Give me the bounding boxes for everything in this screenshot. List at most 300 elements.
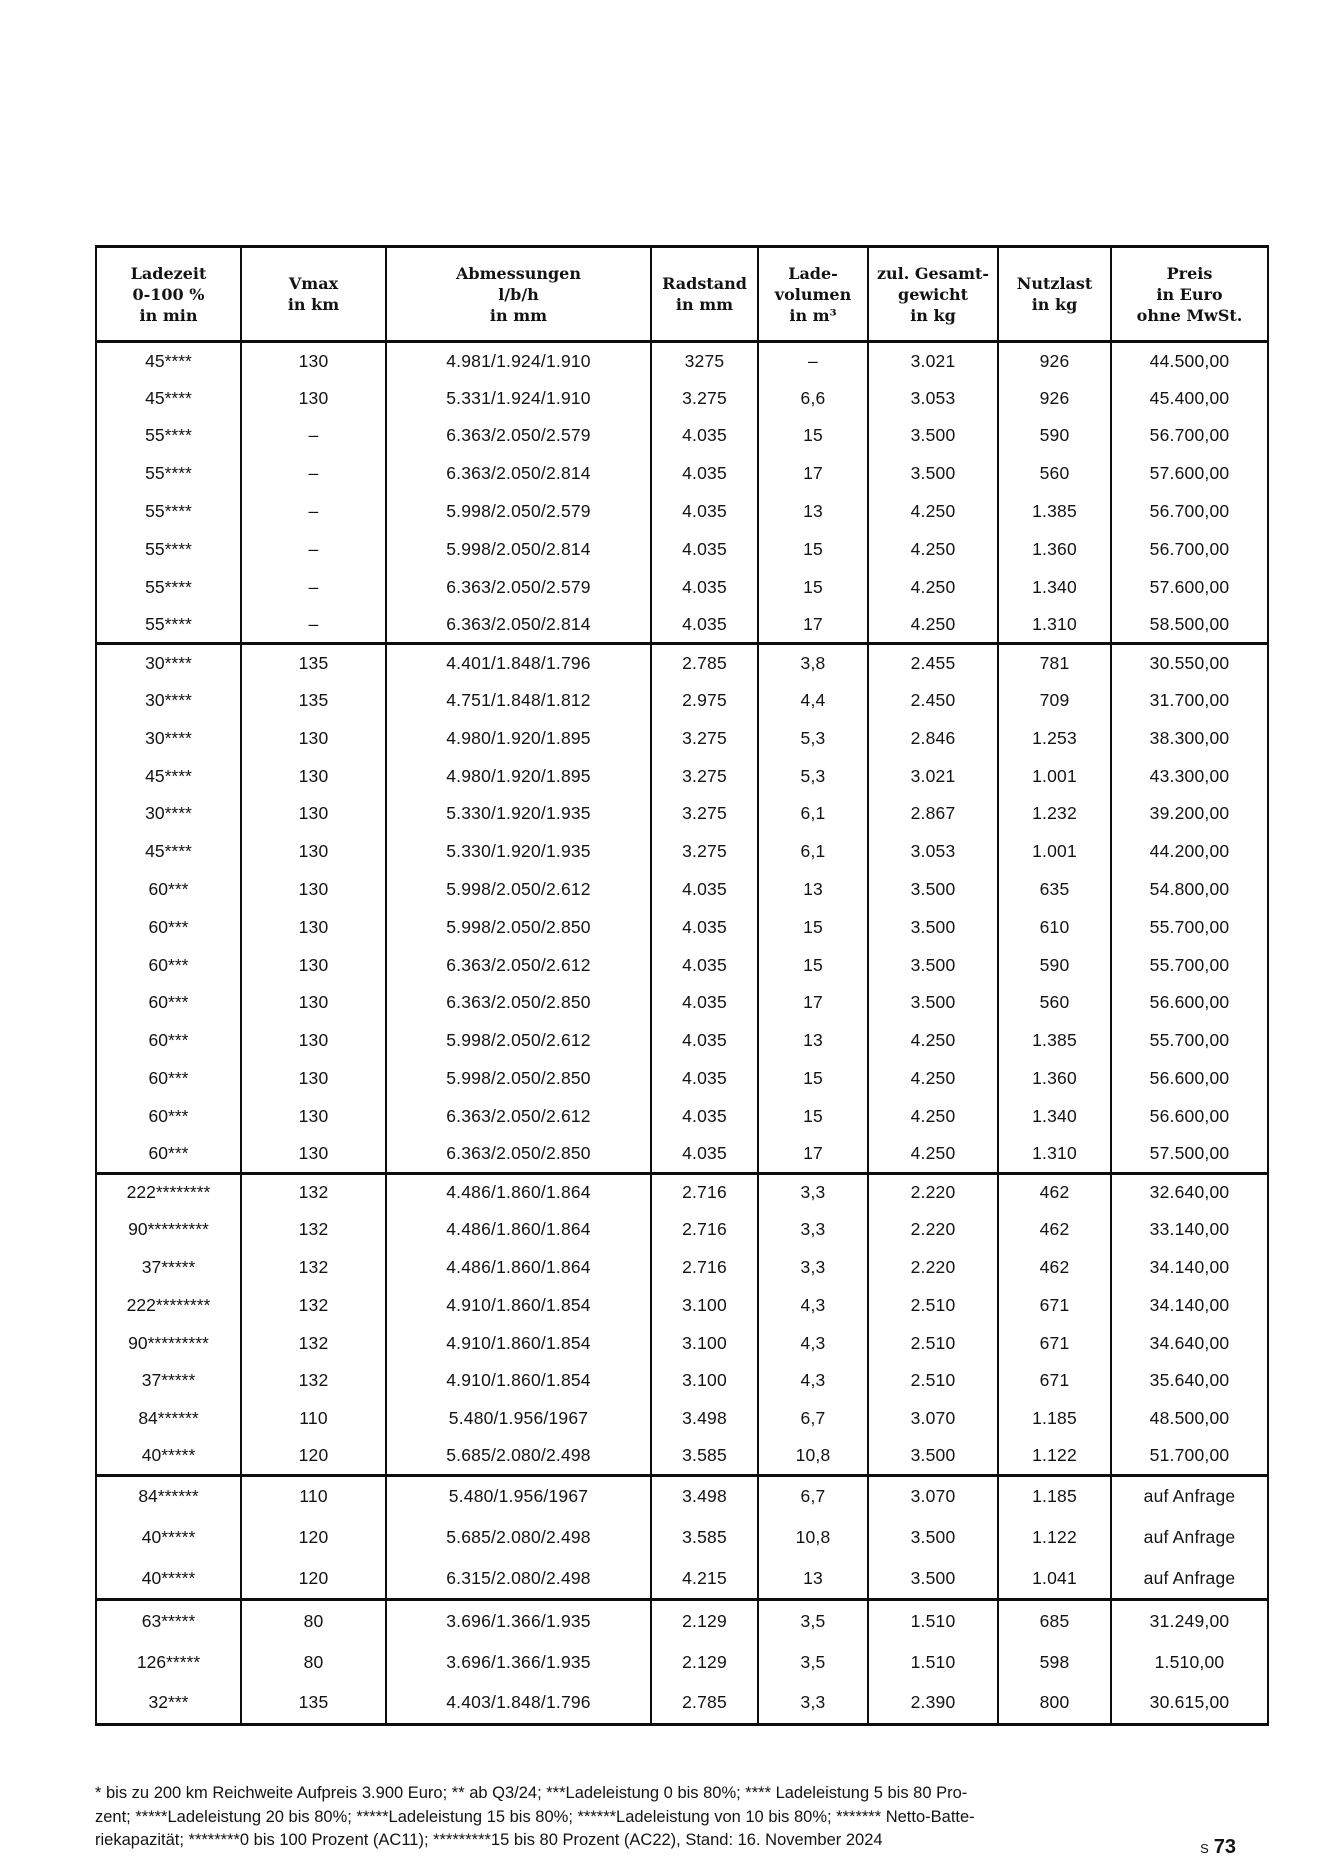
- table-header: [96, 247, 1268, 342]
- cell-gesamtgewicht: 4.250: [868, 530, 998, 568]
- table-row: [96, 568, 1268, 606]
- cell-preis: 56.600,00: [1111, 1097, 1268, 1135]
- cell-preis: 30.615,00: [1111, 1683, 1268, 1725]
- cell-nutzlast: 1.232: [998, 795, 1111, 833]
- cell-ladezeit: 60***: [96, 908, 241, 946]
- header-ladezeit: [96, 247, 241, 342]
- cell-nutzlast: 800: [998, 1683, 1111, 1725]
- cell-radstand: 3.275: [651, 795, 758, 833]
- cell-radstand: 2.129: [651, 1600, 758, 1642]
- cell-preis: 38.300,00: [1111, 719, 1268, 757]
- cell-preis: 56.600,00: [1111, 984, 1268, 1022]
- cell-abmessungen: 5.330/1.920/1.935: [386, 795, 651, 833]
- table-row: [96, 1324, 1268, 1362]
- header-nutzlast: [998, 247, 1111, 342]
- cell-ladevolumen: 4,3: [758, 1362, 868, 1400]
- cell-abmessungen: 4.486/1.860/1.864: [386, 1249, 651, 1287]
- cell-gesamtgewicht: 2.390: [868, 1683, 998, 1725]
- cell-abmessungen: 5.480/1.956/1967: [386, 1475, 651, 1517]
- cell-gesamtgewicht: 3.500: [868, 984, 998, 1022]
- cell-ladevolumen: 13: [758, 1558, 868, 1600]
- cell-ladevolumen: 10,8: [758, 1438, 868, 1476]
- cell-radstand: 2.716: [651, 1211, 758, 1249]
- cell-nutzlast: 462: [998, 1249, 1111, 1287]
- cell-radstand: 2.975: [651, 682, 758, 720]
- cell-gesamtgewicht: 3.500: [868, 455, 998, 493]
- cell-nutzlast: 635: [998, 871, 1111, 909]
- table-row: [96, 682, 1268, 720]
- cell-gesamtgewicht: 2.220: [868, 1173, 998, 1211]
- cell-ladevolumen: 3,3: [758, 1211, 868, 1249]
- cell-gesamtgewicht: 3.500: [868, 417, 998, 455]
- cell-nutzlast: 685: [998, 1600, 1111, 1642]
- cell-ladevolumen: 13: [758, 871, 868, 909]
- cell-nutzlast: 560: [998, 455, 1111, 493]
- cell-preis: 51.700,00: [1111, 1438, 1268, 1476]
- cell-preis: 32.640,00: [1111, 1173, 1268, 1211]
- cell-gesamtgewicht: 3.021: [868, 757, 998, 795]
- cell-ladezeit: 30****: [96, 682, 241, 720]
- cell-preis: 35.640,00: [1111, 1362, 1268, 1400]
- cell-radstand: 3.498: [651, 1475, 758, 1517]
- cell-radstand: 4.035: [651, 1060, 758, 1098]
- cell-ladevolumen: 3,3: [758, 1683, 868, 1725]
- cell-radstand: 2.129: [651, 1641, 758, 1683]
- cell-preis: 34.140,00: [1111, 1249, 1268, 1287]
- footnote-line: riekapazität; ********0 bis 100 Prozent (AC11); *********15 bis 80 Prozent (AC22), Stand: 16. November 2024: [95, 1831, 883, 1849]
- cell-preis: 44.200,00: [1111, 833, 1268, 871]
- cell-radstand: 4.035: [651, 984, 758, 1022]
- cell-radstand: 4.035: [651, 417, 758, 455]
- footnote-line: zent; *****Ladeleistung 20 bis 80%; *****Ladeleistung 15 bis 80%; ******Ladeleistung von 10 bis 80%; ******* Netto-Batte-: [95, 1807, 975, 1826]
- cell-nutzlast: 1.122: [998, 1438, 1111, 1476]
- cell-ladevolumen: 10,8: [758, 1517, 868, 1559]
- cell-vmax: 120: [241, 1558, 386, 1600]
- cell-abmessungen: 4.486/1.860/1.864: [386, 1211, 651, 1249]
- header-line: gewicht: [898, 284, 968, 304]
- cell-radstand: 3275: [651, 342, 758, 380]
- cell-ladezeit: 32***: [96, 1683, 241, 1725]
- cell-ladevolumen: 3,8: [758, 644, 868, 682]
- header-line: zul. Gesamt-: [876, 263, 990, 283]
- cell-radstand: 4.035: [651, 568, 758, 606]
- cell-ladezeit: 60***: [96, 1060, 241, 1098]
- cell-ladezeit: 45****: [96, 833, 241, 871]
- cell-preis: 55.700,00: [1111, 946, 1268, 984]
- cell-vmax: 132: [241, 1362, 386, 1400]
- header-gesamtgewicht: [868, 247, 998, 342]
- cell-radstand: 4.035: [651, 606, 758, 644]
- header-line: volumen: [774, 284, 852, 304]
- cell-ladezeit: 60***: [96, 946, 241, 984]
- cell-gesamtgewicht: 2.510: [868, 1324, 998, 1362]
- cell-abmessungen: 5.330/1.920/1.935: [386, 833, 651, 871]
- header-radstand: [651, 247, 758, 342]
- cell-preis: 57.500,00: [1111, 1135, 1268, 1173]
- table-row: [96, 1286, 1268, 1324]
- header-abmessungen: [386, 247, 651, 342]
- header-line: Vmax: [288, 274, 339, 293]
- cell-vmax: 130: [241, 984, 386, 1022]
- cell-ladezeit: 45****: [96, 757, 241, 795]
- cell-vmax: 132: [241, 1173, 386, 1211]
- cell-vmax: 135: [241, 682, 386, 720]
- cell-vmax: 130: [241, 342, 386, 380]
- cell-vmax: 80: [241, 1641, 386, 1683]
- cell-gesamtgewicht: 4.250: [868, 1097, 998, 1135]
- cell-nutzlast: 1.122: [998, 1517, 1111, 1559]
- cell-preis: 57.600,00: [1111, 455, 1268, 493]
- header-line: in km: [287, 295, 340, 314]
- cell-abmessungen: 5.685/2.080/2.498: [386, 1517, 651, 1559]
- cell-nutzlast: 926: [998, 342, 1111, 380]
- cell-ladevolumen: 15: [758, 946, 868, 984]
- cell-gesamtgewicht: 3.500: [868, 1517, 998, 1559]
- cell-ladevolumen: 3,3: [758, 1173, 868, 1211]
- header-line: 0-100 %: [132, 284, 205, 304]
- cell-gesamtgewicht: 2.510: [868, 1286, 998, 1324]
- cell-radstand: 3.585: [651, 1438, 758, 1476]
- cell-ladevolumen: 13: [758, 1022, 868, 1060]
- cell-preis: 30.550,00: [1111, 644, 1268, 682]
- cell-ladevolumen: 17: [758, 606, 868, 644]
- cell-radstand: 4.035: [651, 1022, 758, 1060]
- vehicle-spec-table: [95, 245, 1269, 1726]
- header-ladevolumen: [758, 247, 868, 342]
- cell-nutzlast: 709: [998, 682, 1111, 720]
- table-row: [96, 1211, 1268, 1249]
- cell-nutzlast: 781: [998, 644, 1111, 682]
- table-row: [96, 606, 1268, 644]
- cell-ladevolumen: 15: [758, 568, 868, 606]
- table-row: [96, 908, 1268, 946]
- cell-preis: 44.500,00: [1111, 342, 1268, 380]
- cell-preis: 34.140,00: [1111, 1286, 1268, 1324]
- cell-abmessungen: 5.998/2.050/2.612: [386, 871, 651, 909]
- cell-vmax: –: [241, 568, 386, 606]
- cell-abmessungen: 6.363/2.050/2.612: [386, 946, 651, 984]
- table-row: [96, 1438, 1268, 1476]
- cell-nutzlast: 1.185: [998, 1400, 1111, 1438]
- header-line: Nutzlast: [1016, 274, 1093, 293]
- cell-vmax: 130: [241, 379, 386, 417]
- header-line: ohne MwSt.: [1136, 305, 1243, 325]
- cell-vmax: 130: [241, 757, 386, 795]
- header-line: Ladezeit: [130, 263, 207, 283]
- cell-ladezeit: 60***: [96, 1135, 241, 1173]
- cell-ladevolumen: 5,3: [758, 757, 868, 795]
- cell-abmessungen: 5.998/2.050/2.814: [386, 530, 651, 568]
- cell-ladevolumen: 5,3: [758, 719, 868, 757]
- cell-vmax: 132: [241, 1286, 386, 1324]
- cell-abmessungen: 3.696/1.366/1.935: [386, 1600, 651, 1642]
- table-row: [96, 1683, 1268, 1725]
- cell-ladevolumen: 6,7: [758, 1475, 868, 1517]
- cell-ladevolumen: 6,6: [758, 379, 868, 417]
- table-row: [96, 1362, 1268, 1400]
- cell-vmax: 130: [241, 1060, 386, 1098]
- header-preis: [1111, 247, 1268, 342]
- cell-abmessungen: 6.363/2.050/2.579: [386, 417, 651, 455]
- table-body: [96, 342, 1268, 1725]
- cell-radstand: 3.275: [651, 757, 758, 795]
- table-row: [96, 417, 1268, 455]
- cell-nutzlast: 1.253: [998, 719, 1111, 757]
- cell-radstand: 4.035: [651, 908, 758, 946]
- cell-ladezeit: 30****: [96, 795, 241, 833]
- cell-preis: 33.140,00: [1111, 1211, 1268, 1249]
- cell-vmax: 132: [241, 1249, 386, 1287]
- cell-ladezeit: 45****: [96, 379, 241, 417]
- cell-abmessungen: 5.998/2.050/2.612: [386, 1022, 651, 1060]
- table-row: [96, 342, 1268, 380]
- cell-gesamtgewicht: 4.250: [868, 1022, 998, 1060]
- cell-abmessungen: 6.363/2.050/2.814: [386, 455, 651, 493]
- cell-ladezeit: 40*****: [96, 1558, 241, 1600]
- table-row: [96, 1517, 1268, 1559]
- cell-nutzlast: 1.385: [998, 493, 1111, 531]
- cell-gesamtgewicht: 2.450: [868, 682, 998, 720]
- cell-ladezeit: 55****: [96, 455, 241, 493]
- cell-radstand: 2.716: [651, 1173, 758, 1211]
- table-row: [96, 455, 1268, 493]
- cell-vmax: 135: [241, 644, 386, 682]
- page-number: [1200, 1836, 1236, 1859]
- cell-radstand: 4.035: [651, 455, 758, 493]
- cell-ladezeit: 60***: [96, 1022, 241, 1060]
- cell-vmax: –: [241, 455, 386, 493]
- cell-ladezeit: 30****: [96, 719, 241, 757]
- table-row: [96, 871, 1268, 909]
- cell-ladevolumen: 6,7: [758, 1400, 868, 1438]
- header-line: in mm: [489, 305, 548, 325]
- cell-radstand: 3.275: [651, 379, 758, 417]
- cell-radstand: 3.100: [651, 1286, 758, 1324]
- table-row: [96, 1600, 1268, 1642]
- cell-vmax: 130: [241, 1097, 386, 1135]
- cell-radstand: 2.785: [651, 1683, 758, 1725]
- cell-preis: 39.200,00: [1111, 795, 1268, 833]
- cell-abmessungen: 5.998/2.050/2.850: [386, 1060, 651, 1098]
- cell-radstand: 3.100: [651, 1362, 758, 1400]
- footnote-line: * bis zu 200 km Reichweite Aufpreis 3.900 Euro; ** ab Q3/24; ***Ladeleistung 0 bis 80%; **** Ladeleistung 5 bis 80 Pro-: [95, 1784, 968, 1802]
- cell-preis: auf Anfrage: [1111, 1475, 1268, 1517]
- table-row: [96, 1135, 1268, 1173]
- table-row: [96, 719, 1268, 757]
- cell-nutzlast: 1.340: [998, 1097, 1111, 1135]
- cell-abmessungen: 5.331/1.924/1.910: [386, 379, 651, 417]
- cell-ladevolumen: 6,1: [758, 833, 868, 871]
- cell-vmax: 120: [241, 1438, 386, 1476]
- table-row: [96, 833, 1268, 871]
- cell-vmax: 130: [241, 871, 386, 909]
- cell-ladezeit: 55****: [96, 606, 241, 644]
- cell-preis: auf Anfrage: [1111, 1558, 1268, 1600]
- cell-ladezeit: 222********: [96, 1173, 241, 1211]
- cell-preis: 58.500,00: [1111, 606, 1268, 644]
- table-row: [96, 644, 1268, 682]
- cell-gesamtgewicht: 4.250: [868, 493, 998, 531]
- page-number-value: 73: [1213, 1836, 1236, 1858]
- cell-ladezeit: 37*****: [96, 1362, 241, 1400]
- table-row: [96, 795, 1268, 833]
- header-line: Abmessungen: [456, 263, 581, 283]
- cell-abmessungen: 4.401/1.848/1.796: [386, 644, 651, 682]
- cell-gesamtgewicht: 3.070: [868, 1400, 998, 1438]
- cell-abmessungen: 4.751/1.848/1.812: [386, 682, 651, 720]
- cell-ladezeit: 55****: [96, 417, 241, 455]
- cell-gesamtgewicht: 3.500: [868, 1558, 998, 1600]
- cell-preis: 48.500,00: [1111, 1400, 1268, 1438]
- cell-abmessungen: 4.980/1.920/1.895: [386, 757, 651, 795]
- cell-nutzlast: 671: [998, 1324, 1111, 1362]
- cell-ladevolumen: –: [758, 342, 868, 380]
- cell-abmessungen: 4.981/1.924/1.910: [386, 342, 651, 380]
- cell-abmessungen: 5.480/1.956/1967: [386, 1400, 651, 1438]
- cell-abmessungen: 6.363/2.050/2.612: [386, 1097, 651, 1135]
- cell-vmax: –: [241, 530, 386, 568]
- header-line: l/b/h: [498, 284, 539, 304]
- cell-ladevolumen: 17: [758, 1135, 868, 1173]
- cell-gesamtgewicht: 2.510: [868, 1362, 998, 1400]
- cell-ladevolumen: 4,3: [758, 1286, 868, 1324]
- cell-nutzlast: 671: [998, 1362, 1111, 1400]
- cell-nutzlast: 462: [998, 1173, 1111, 1211]
- cell-radstand: 4.035: [651, 1135, 758, 1173]
- table-row: [96, 493, 1268, 531]
- table-row: [96, 1060, 1268, 1098]
- cell-radstand: 2.785: [651, 644, 758, 682]
- cell-nutzlast: 1.310: [998, 1135, 1111, 1173]
- header-line: Lade-: [788, 263, 838, 283]
- cell-gesamtgewicht: 3.070: [868, 1475, 998, 1517]
- cell-abmessungen: 4.486/1.860/1.864: [386, 1173, 651, 1211]
- cell-preis: 57.600,00: [1111, 568, 1268, 606]
- cell-ladezeit: 60***: [96, 871, 241, 909]
- cell-ladevolumen: 15: [758, 908, 868, 946]
- table-row: [96, 1097, 1268, 1135]
- cell-gesamtgewicht: 3.500: [868, 908, 998, 946]
- cell-gesamtgewicht: 4.250: [868, 606, 998, 644]
- cell-gesamtgewicht: 2.846: [868, 719, 998, 757]
- table-row: [96, 984, 1268, 1022]
- cell-ladevolumen: 17: [758, 455, 868, 493]
- cell-nutzlast: 1.310: [998, 606, 1111, 644]
- table-row: [96, 1249, 1268, 1287]
- header-line: in m³: [789, 305, 837, 325]
- cell-gesamtgewicht: 2.867: [868, 795, 998, 833]
- header-line: in Euro: [1156, 284, 1223, 304]
- cell-radstand: 3.585: [651, 1517, 758, 1559]
- table-row: [96, 1400, 1268, 1438]
- cell-radstand: 4.035: [651, 1097, 758, 1135]
- cell-radstand: 4.035: [651, 871, 758, 909]
- cell-nutzlast: 1.001: [998, 833, 1111, 871]
- cell-vmax: 130: [241, 719, 386, 757]
- table-row: [96, 1558, 1268, 1600]
- cell-preis: 43.300,00: [1111, 757, 1268, 795]
- cell-gesamtgewicht: 4.250: [868, 568, 998, 606]
- cell-ladezeit: 55****: [96, 568, 241, 606]
- cell-ladezeit: 60***: [96, 1097, 241, 1135]
- cell-nutzlast: 1.385: [998, 1022, 1111, 1060]
- cell-vmax: 130: [241, 1022, 386, 1060]
- cell-gesamtgewicht: 3.053: [868, 833, 998, 871]
- cell-ladevolumen: 15: [758, 530, 868, 568]
- footnote: [95, 1782, 1035, 1853]
- cell-abmessungen: 6.315/2.080/2.498: [386, 1558, 651, 1600]
- cell-ladezeit: 90*********: [96, 1211, 241, 1249]
- cell-radstand: 4.035: [651, 493, 758, 531]
- cell-vmax: 110: [241, 1400, 386, 1438]
- cell-gesamtgewicht: 3.500: [868, 871, 998, 909]
- table-row: [96, 946, 1268, 984]
- cell-ladezeit: 37*****: [96, 1249, 241, 1287]
- cell-nutzlast: 671: [998, 1286, 1111, 1324]
- header-line: Radstand: [662, 274, 747, 293]
- table-row: [96, 1641, 1268, 1683]
- cell-ladezeit: 55****: [96, 530, 241, 568]
- cell-preis: 55.700,00: [1111, 908, 1268, 946]
- cell-preis: 45.400,00: [1111, 379, 1268, 417]
- cell-preis: 54.800,00: [1111, 871, 1268, 909]
- cell-nutzlast: 462: [998, 1211, 1111, 1249]
- cell-radstand: 3.498: [651, 1400, 758, 1438]
- cell-preis: 1.510,00: [1111, 1641, 1268, 1683]
- cell-vmax: 130: [241, 908, 386, 946]
- cell-nutzlast: 560: [998, 984, 1111, 1022]
- cell-nutzlast: 598: [998, 1641, 1111, 1683]
- cell-nutzlast: 1.340: [998, 568, 1111, 606]
- cell-gesamtgewicht: 3.500: [868, 946, 998, 984]
- table-row: [96, 1173, 1268, 1211]
- cell-preis: 56.600,00: [1111, 1060, 1268, 1098]
- cell-ladevolumen: 17: [758, 984, 868, 1022]
- header-vmax: [241, 247, 386, 342]
- cell-gesamtgewicht: 3.021: [868, 342, 998, 380]
- cell-ladevolumen: 15: [758, 417, 868, 455]
- cell-gesamtgewicht: 1.510: [868, 1600, 998, 1642]
- cell-abmessungen: 5.685/2.080/2.498: [386, 1438, 651, 1476]
- cell-ladevolumen: 13: [758, 493, 868, 531]
- cell-gesamtgewicht: 3.053: [868, 379, 998, 417]
- cell-abmessungen: 3.696/1.366/1.935: [386, 1641, 651, 1683]
- cell-nutzlast: 926: [998, 379, 1111, 417]
- cell-ladevolumen: 15: [758, 1097, 868, 1135]
- cell-radstand: 4.035: [651, 946, 758, 984]
- cell-radstand: 2.716: [651, 1249, 758, 1287]
- cell-nutzlast: 1.360: [998, 530, 1111, 568]
- cell-preis: auf Anfrage: [1111, 1517, 1268, 1559]
- cell-ladezeit: 30****: [96, 644, 241, 682]
- cell-ladezeit: 63*****: [96, 1600, 241, 1642]
- table-row: [96, 530, 1268, 568]
- cell-ladezeit: 55****: [96, 493, 241, 531]
- cell-gesamtgewicht: 3.500: [868, 1438, 998, 1476]
- header-line: Preis: [1166, 263, 1213, 283]
- cell-vmax: 130: [241, 795, 386, 833]
- cell-nutzlast: 590: [998, 417, 1111, 455]
- cell-gesamtgewicht: 1.510: [868, 1641, 998, 1683]
- cell-ladevolumen: 3,5: [758, 1641, 868, 1683]
- cell-ladezeit: 40*****: [96, 1438, 241, 1476]
- cell-radstand: 3.275: [651, 833, 758, 871]
- cell-nutzlast: 590: [998, 946, 1111, 984]
- cell-vmax: 130: [241, 833, 386, 871]
- table-row: [96, 379, 1268, 417]
- header-line: in kg: [910, 305, 956, 325]
- cell-preis: 56.700,00: [1111, 493, 1268, 531]
